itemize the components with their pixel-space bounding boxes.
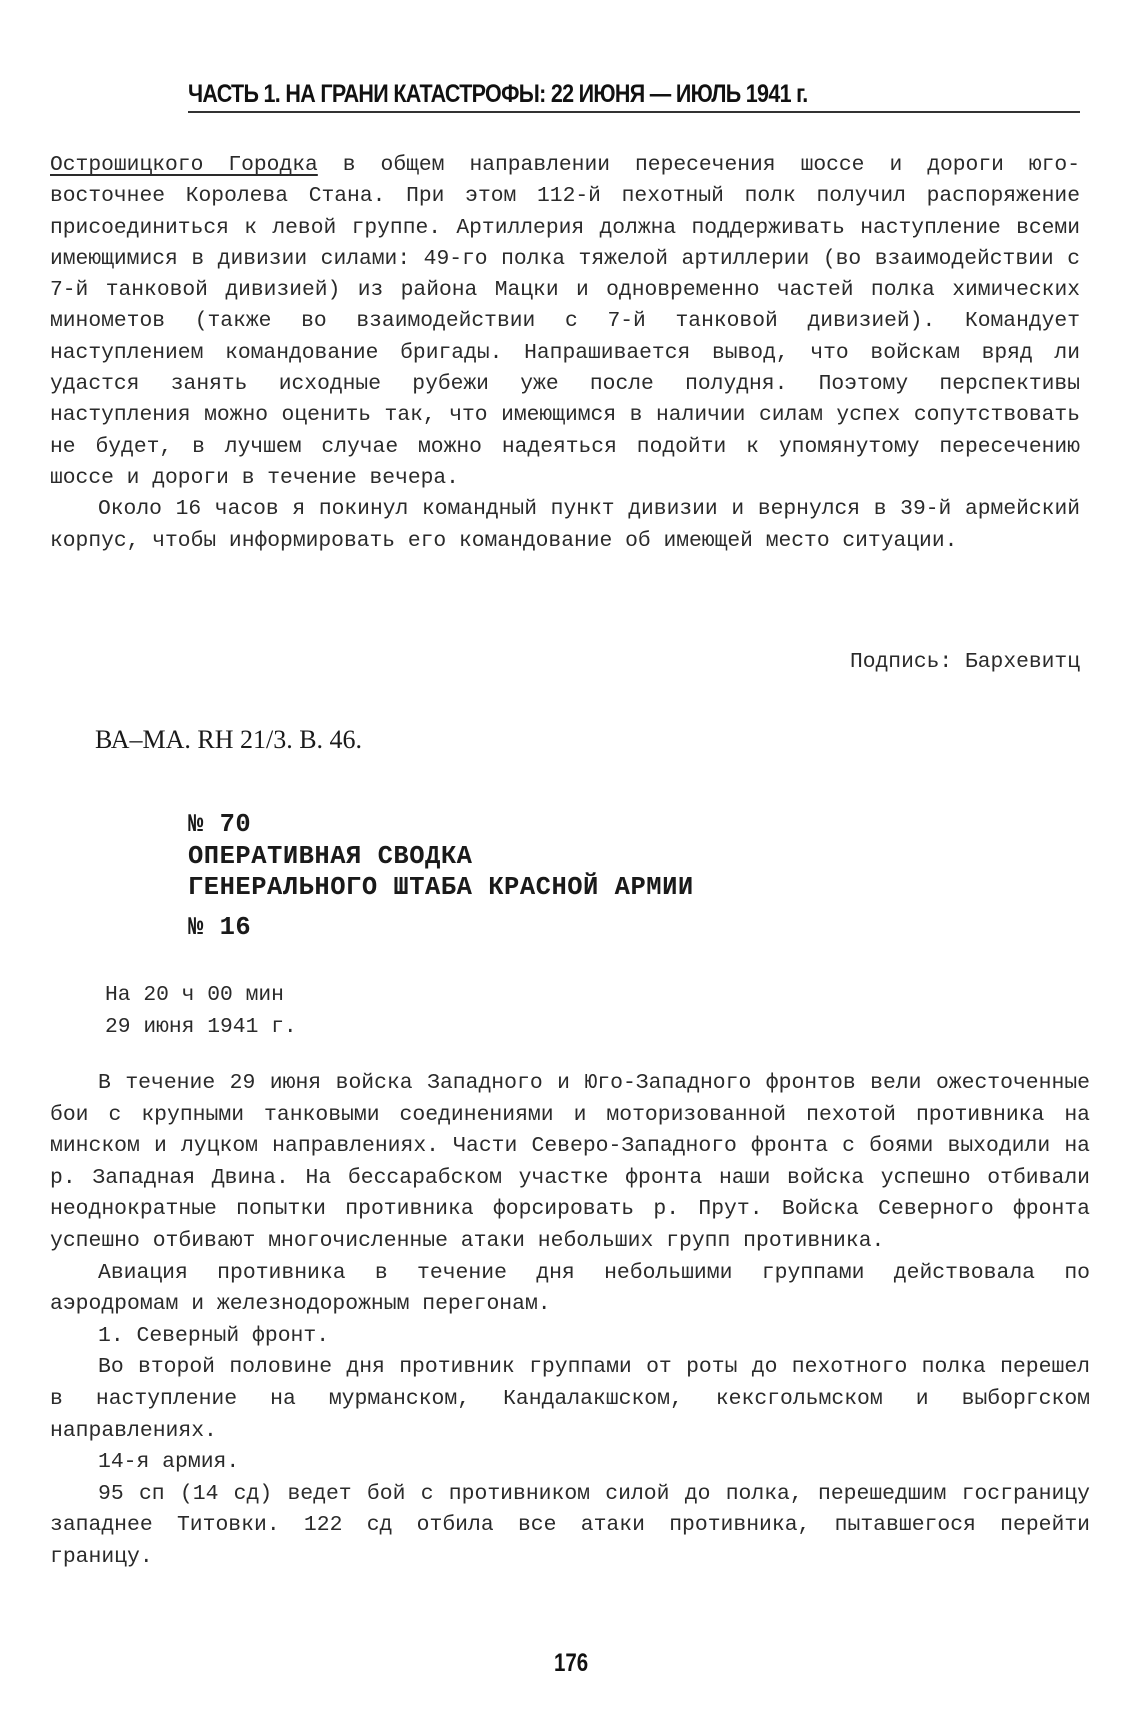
report-paragraph: Авиация противника в течение дня небольшими группами действовала по аэродромам и железнодорожным перегонам.: [50, 1260, 1090, 1317]
report-paragraph: 95 сп (14 сд) ведет бой с противником силой до полка, перешедшим госграницу западнее Титовки. 122 сд отбила все атаки противника, пытавшегося перейти границу.: [50, 1481, 1090, 1569]
report-number: № 16: [188, 913, 252, 942]
document-2-body: [50, 1068, 1090, 1574]
section-heading: 1. Северный фронт.: [98, 1323, 330, 1348]
archive-source-reference: ВА–МА. RH 21/3. В. 46.: [95, 725, 363, 754]
doc1-paragraph: [50, 150, 1080, 494]
doc1-paragraph: Около 16 часов я покинул командный пункт дивизии и вернулся в 39-й армейский корпус, чтобы информировать его командование об имеющей место ситуации.: [50, 497, 1080, 553]
report-time: На 20 ч 00 мин: [105, 983, 284, 1007]
army-heading: 14-я армия.: [98, 1450, 240, 1475]
report-paragraph: В течение 29 июня войска Западного и Юго-Западного фронтов вели ожесточенные бои с крупными танковыми соединениями и моторизованной пехотой противника на минском и луцком направлениях. Части Северо-Западного фронта с боями выходили на р. Западная Двина. На бессарабском участке фронта наши войска успешно отбивали неоднократные попытки противника форсировать р. Прут. Войска Северного фронта успешно отбивают многочисленные атаки небольших групп противника.: [50, 1071, 1090, 1253]
document-title-line-1: ОПЕРАТИВНАЯ СВОДКА: [188, 842, 473, 871]
signature-line: Подпись: Бархевитц: [849, 650, 1080, 674]
doc1-paragraph-text: в общем направлении пересечения шоссе и дороги юго-восточнее Королева Стана. При этом 112-й пехотный полк получил распоряжение присоединиться к левой группе. Артиллерия должна поддерживать наступление всеми имеющимися в дивизии силами: 49-го полка тяжелой артиллерии (во взаимодействии с 7-й танковой дивизией) из района Мацки и одновременно частей полка химических минометов (также во взаимодействии с 7-й танковой дивизией). Командует наступлением командование бригады. Напрашивается вывод, что войскам вряд ли удастся занять исходные рубежи уже после полудня. Поэтому перспективы наступления можно оценить так, что имеющимся в наличии силам успех сопутствовать не будет, в лучшем случае можно надеяться подойти к упомянутому пересечению шоссе и дороги в течение вечера.: [50, 153, 1080, 490]
header-rule: [188, 111, 1080, 113]
document-title-line-2: ГЕНЕРАЛЬНОГО ШТАБА КРАСНОЙ АРМИИ: [188, 873, 694, 902]
place-name-underlined: Острошицкого Городка: [50, 153, 318, 177]
document-number: № 70: [188, 810, 252, 839]
page-number: 176: [554, 1649, 589, 1677]
document-1-body: [50, 150, 1080, 557]
report-date: 29 июня 1941 г.: [105, 1015, 297, 1039]
running-head: ЧАСТЬ 1. НА ГРАНИ КАТАСТРОФЫ: 22 ИЮНЯ — ИЮЛЬ 1941 г.: [188, 80, 808, 108]
report-paragraph: Во второй половине дня противник группами от роты до пехотного полка перешел в наступление на мурманском, Кандалакшском, кексгольмском и выборгском направлениях.: [50, 1355, 1090, 1443]
